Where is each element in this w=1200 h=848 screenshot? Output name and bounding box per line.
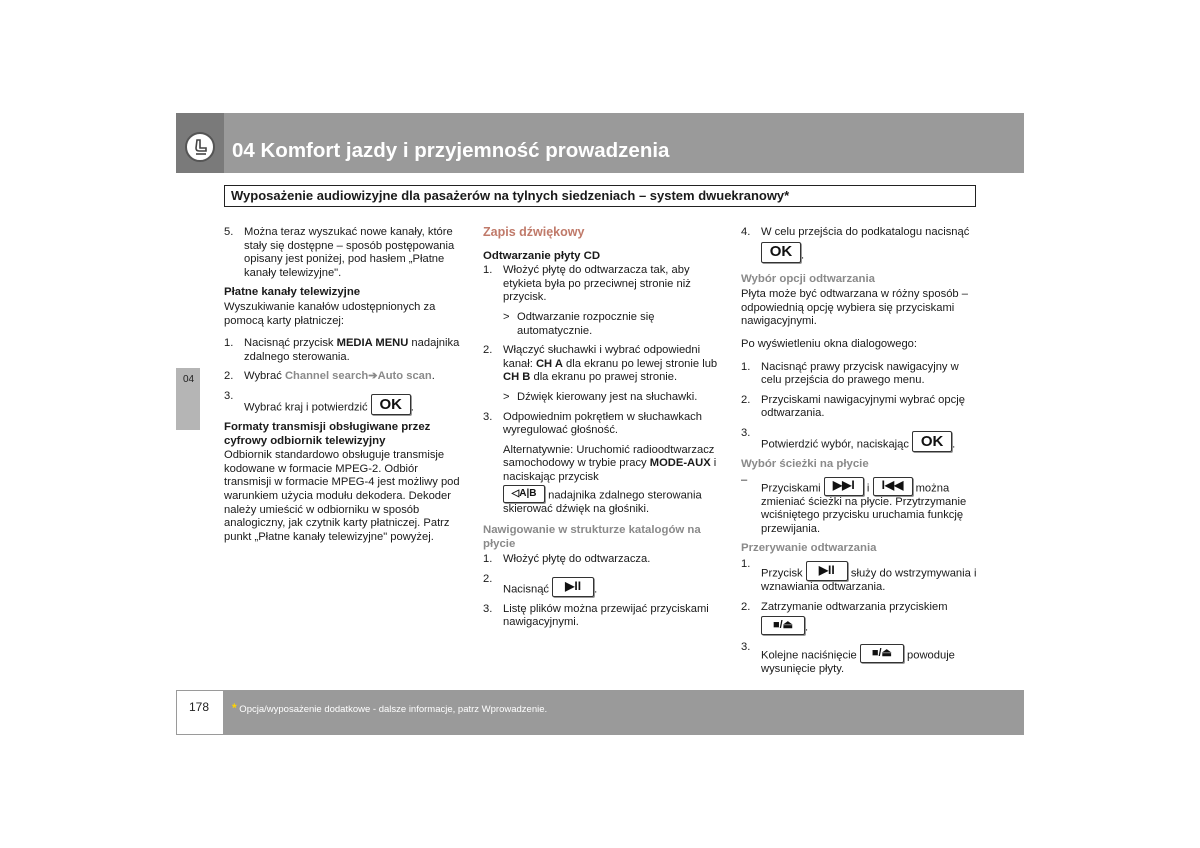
section-title: Wyposażenie audiowizyjne dla pasażerów na tylnych siedzeniach – system dwuekranowy*: [224, 185, 976, 207]
page-number-box: [176, 690, 224, 735]
list-item: 3. Wybrać kraj i potwierdzić OK .: [224, 389, 414, 414]
list-item: 2. Włączyć słuchawki i wybrać odpowiedni kanał: CH A dla ekranu po lewej stronie lub CH B dla ekranu po prawej stronie.: [483, 344, 718, 384]
list-subitem: > Dźwięk kierowany jest na słuchawki.: [503, 390, 698, 403]
audio-heading: Zapis dźwiękowy: [483, 225, 585, 239]
stop-eject-key-icon: ■/⏏: [761, 616, 805, 635]
ok-key-icon: OK: [912, 431, 952, 452]
pause-heading: Przerywanie odtwarzania: [741, 542, 877, 555]
list-item: 4. W celu przejścia do podkatalogu nacisnąć OK .: [741, 226, 970, 261]
list-item: 1. Nacisnąć przycisk MEDIA MENU nadajnika zdalnego sterowania.: [224, 337, 460, 363]
ok-key-icon: OK: [371, 394, 411, 415]
footnote-star: *: [232, 701, 237, 715]
play-pause-key-icon: ▶II: [806, 561, 848, 581]
chapter-icon-box: [176, 113, 224, 173]
playback-options-heading: Wybór opcji odtwarzania: [741, 272, 875, 285]
list-item: 2. Przyciskami nawigacyjnymi wybrać opcję odtwarzania.: [741, 393, 965, 420]
list-item: 2. Wybrać Channel search➔Auto scan.: [224, 370, 435, 383]
chapter-header: [176, 113, 1024, 173]
page-footer: [176, 690, 1024, 735]
list-subitem: > Odtwarzanie rozpocznie się automatycznie.: [503, 310, 655, 337]
list-item: 1. Włożyć płytę do odtwarzacza.: [483, 553, 651, 566]
playback-options-text: Płyta może być odtwarzana w różny sposób – odpowiednią opcję wybiera się przyciskami nawigacyjnymi.: [741, 288, 968, 328]
next-track-key-icon: ▶▶I: [824, 477, 864, 496]
formats-text: Odbiornik standardowo obsługuje transmisje kodowane w formacie MPEG-2. Odbiór transmisji w formacie MPEG-4 jest możliwy pod warunkiem użycia modułu dekodera. Dekoder należy umieścić w odbiorniku w sposób analogiczny, jak czytnik karty płatniczej. Patrz punkt „Płatne kanały telewizyjne" powyżej.: [224, 449, 460, 543]
alternative-text: Alternatywnie: Uruchomić radioodtwarzacz samochodowy w trybie pracy MODE-AUX i naciskając przycisk ◁A|B nadajnika zdalnego sterowania skierować dźwięk na głośniki.: [503, 443, 717, 515]
speaker-ab-key-icon: ◁A|B: [503, 485, 545, 503]
previous-track-key-icon: I◀◀: [873, 477, 913, 496]
list-item: 2. Zatrzymanie odtwarzania przyciskiem ■/⏏ .: [741, 600, 948, 634]
navigation-heading: Nawigowanie w strukturze katalogów na płycie: [483, 524, 701, 550]
formats-heading: Formaty transmisji obsługiwane przez cyfrowy odbiornik telewizyjny: [224, 420, 431, 447]
seat-icon: [185, 132, 215, 162]
dialog-text: Po wyświetleniu okna dialogowego:: [741, 337, 918, 350]
list-item: 1. Włożyć płytę do odtwarzacza tak, aby etykieta była po przeciwnej stronie niż przycisk.: [483, 264, 691, 304]
footnote: * Opcja/wyposażenie dodatkowe - dalsze informacje, patrz Wprowadzenie.: [232, 701, 548, 715]
ok-key-icon: OK: [761, 242, 801, 263]
list-item: 5. Można teraz wyszukać nowe kanały, które stały się dostępne – sposób postępowania opisany jest poniżej, pod hasłem „Płatne kanały telewizyjne".: [224, 226, 455, 279]
cd-playback-heading: Odtwarzanie płyty CD: [483, 249, 601, 262]
arrow-right-icon: ➔: [368, 370, 378, 383]
list-item: 3. Listę plików można przewijać przyciskami nawigacyjnymi.: [483, 602, 709, 629]
track-selection-heading: Wybór ścieżki na płycie: [741, 457, 869, 470]
paid-channels-text: Wyszukiwanie kanałów udostępnionych za pomocą karty płatniczej:: [224, 300, 436, 327]
stop-eject-key-icon: ■/⏏: [860, 644, 904, 663]
chapter-side-tab: 04: [176, 368, 200, 430]
paid-channels-heading: Płatne kanały telewizyjne: [224, 286, 361, 299]
list-item: 3. Potwierdzić wybór, naciskając OK .: [741, 426, 956, 451]
list-item: 1. Przycisk ▶II służy do wstrzymywania i wznawiania odtwarzania.: [741, 557, 977, 593]
column-1: [224, 226, 462, 553]
column-3: [741, 226, 979, 683]
chapter-title: 04 Komfort jazdy i przyjemność prowadzenia: [232, 139, 670, 162]
list-item: 3. Odpowiednim pokrętłem w słuchawkach wyregulować głośność.: [483, 410, 702, 437]
column-2: [483, 226, 723, 636]
list-item: – Przyciskami ▶▶I i I◀◀ można zmieniać ścieżki na płycie. Przytrzymanie wciśniętego przycisku uruchamia funkcję przewijania.: [741, 473, 967, 535]
list-item: 3. Kolejne naciśnięcie ■/⏏ powoduje wysunięcie płyty.: [741, 641, 955, 676]
list-item: 2. Nacisnąć ▶II .: [483, 572, 598, 596]
list-item: 1. Nacisnąć prawy przycisk nawigacyjny w celu przejścia do prawego menu.: [741, 360, 959, 387]
page-number: 178: [189, 700, 210, 714]
play-pause-key-icon: ▶II: [552, 577, 594, 597]
